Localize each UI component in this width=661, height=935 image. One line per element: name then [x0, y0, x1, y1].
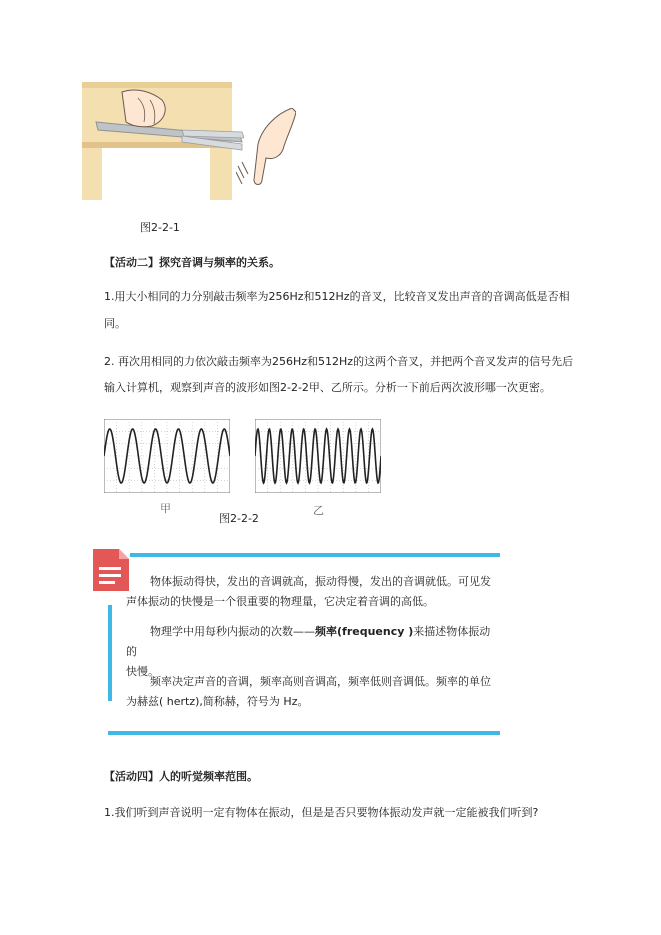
note-paragraph: 频率决定声音的音调，频率高则音调高，频率低则音调低。频率的单位 为赫兹( hertz),简称赫，符号为 Hz。	[126, 675, 491, 708]
waveform-512hz	[255, 419, 381, 493]
note-border-top	[130, 553, 500, 557]
figure-caption: 图2-2-1	[140, 221, 180, 234]
waveform-label-left: 甲	[160, 502, 171, 515]
paragraph-line: 1.用大小相同的力分别敲击频率为256Hz和512Hz的音叉，比较音叉发出声音的音调高低是否相	[104, 290, 570, 303]
activity-heading: 【活动二】探究音调与频率的关系。	[104, 256, 280, 269]
note-border-left	[108, 605, 112, 701]
note-paragraph: 物理学中用每秒内振动的次数——频率(frequency )来描述物体振动的 快慢。	[126, 625, 491, 678]
figure-caption: 图2-2-2	[219, 512, 259, 525]
paragraph-line: 输入计算机，观察到声音的波形如图2-2-2甲、乙所示。分析一下前后两次波形哪一次更密。	[104, 381, 551, 394]
paragraph-line: 2. 再次用相同的力依次敲击频率为256Hz和512Hz的这两个音叉，并把两个音叉发声的信号先后	[104, 355, 574, 368]
ruler-vibration-illustration	[82, 82, 244, 200]
paragraph-line: 同。	[104, 317, 126, 330]
activity-heading: 【活动四】人的听觉频率范围。	[104, 770, 258, 783]
waveform-256hz	[104, 419, 230, 493]
keyword-frequency: 频率(frequency )	[315, 625, 414, 638]
note-paragraph: 物体振动得快，发出的音调就高，振动得慢，发出的音调就低。可见发 声体振动的快慢是一个很重要的物理量，它决定着音调的高低。	[126, 575, 491, 608]
paragraph-line: 1.我们听到声音说明一定有物体在振动，但是是否只要物体振动发声就一定能被我们听到?	[104, 806, 539, 819]
knowledge-note-box	[108, 553, 500, 733]
pointing-hand-illustration	[236, 108, 296, 190]
document-icon	[91, 547, 131, 593]
waveform-label-right: 乙	[313, 504, 324, 517]
note-border-bottom	[108, 731, 500, 735]
